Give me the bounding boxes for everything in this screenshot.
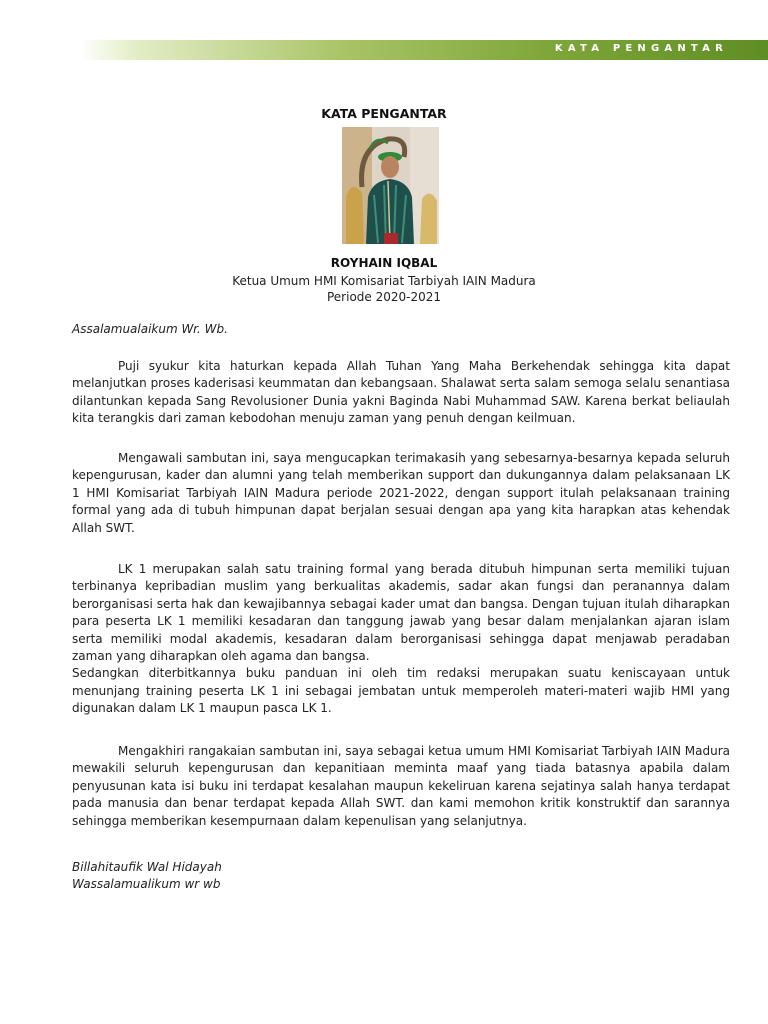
closing-line: Wassalamualikum wr wb [72,877,221,892]
paragraph-text: Mengawali sambutan ini, saya mengucapkan terimakasih yang sebesarnya-besarnya kepada seluruh kepengurusan, kader dan alumni yang telah memberikan support dan dukungannya dalam pelaksanaan LK 1 HMI Komisariat Tarbiyah IAIN Madura periode 2021-2022, dengan support itulah pelaksanaan training formal yang ada di tubuh himpunan dapat berjalan sesuai dengan apa yang kita harapkan atas kehendak Allah SWT. [72,451,730,535]
header-bar [80,40,768,60]
greeting: Assalamualaikum Wr. Wb. [72,322,228,336]
paragraph-text: Mengakhiri rangakaian sambutan ini, saya sebagai ketua umum HMI Komisariat Tarbiyah IAIN Madura mewakili seluruh kepengurusan dan kepanitiaan meminta maaf yang tiada batasnya apabila dalam penyusunan kata isi buku ini terdapat kesalahan maupun kekeliruan karena sejatinya salah hanya terdapat pada manusia dan benar terdapat kepada Allah SWT. dan kami memohon kritik konstruktif dan sarannya sehingga memberikan kesempurnaan dalam kepenulisan yang selanjutnya. [72,744,730,828]
author-name: ROYHAIN IQBAL [330,256,438,270]
author-photo [342,127,439,244]
closing-line: Billahitaufik Wal Hidayah [72,860,222,874]
paragraph-text: Puji syukur kita haturkan kepada Allah Tuhan Yang Maha Berkehendak sehingga kita dapat melanjutkan proses kaderisasi keummatan dan kebangsaan. Shalawat serta salam semoga selalu senantiasa dilantunkan kepada Sang Revolusioner Dunia yakni Baginda Nabi Muhammad SAW. Karena berkat beliaulah kita terangkis dari zaman kebodohan menuju zaman yang penuh dengan keilmuan. [72,359,730,426]
closing [72,859,730,894]
paragraph-text: LK 1 merupakan salah satu training formal yang berada ditubuh himpunan serta memiliki tujuan terbinanya kepribadian muslim yang berkualitas akademis, sadar akan fungsi dan peranannya dalam berorganisasi serta hak dan kewajibannya sebagai kader umat dan bangsa. Dengan tujuan itulah diharapkan para peserta LK 1 memiliki kesadaran dan tanggung jawab yang besar dalam menjalankan ajaran islam serta memiliki modal akademis, kesadaran dalam berorganisasi sehingga dapat menjawab peradaban zaman yang diharapkan oleh agama dan bangsa. [72,562,730,664]
paragraph [72,561,730,718]
paragraph [72,450,730,537]
author-position: Ketua Umum HMI Komisariat Tarbiyah IAIN Madura [232,274,536,288]
paragraph [72,743,730,830]
paragraph-text: Sedangkan diterbitkannya buku panduan ini oleh tim redaksi merupakan suatu keniscayaan untuk menunjang training peserta LK 1 ini sebagai jembatan untuk memperoleh materi-materi wajib HMI yang digunakan dalam LK 1 maupun pasca LK 1. [72,666,730,716]
section-label: KATA PENGANTAR [554,43,728,54]
page-title: KATA PENGANTAR [321,106,447,121]
author-period: Periode 2020-2021 [326,290,442,304]
paragraph [72,358,730,428]
